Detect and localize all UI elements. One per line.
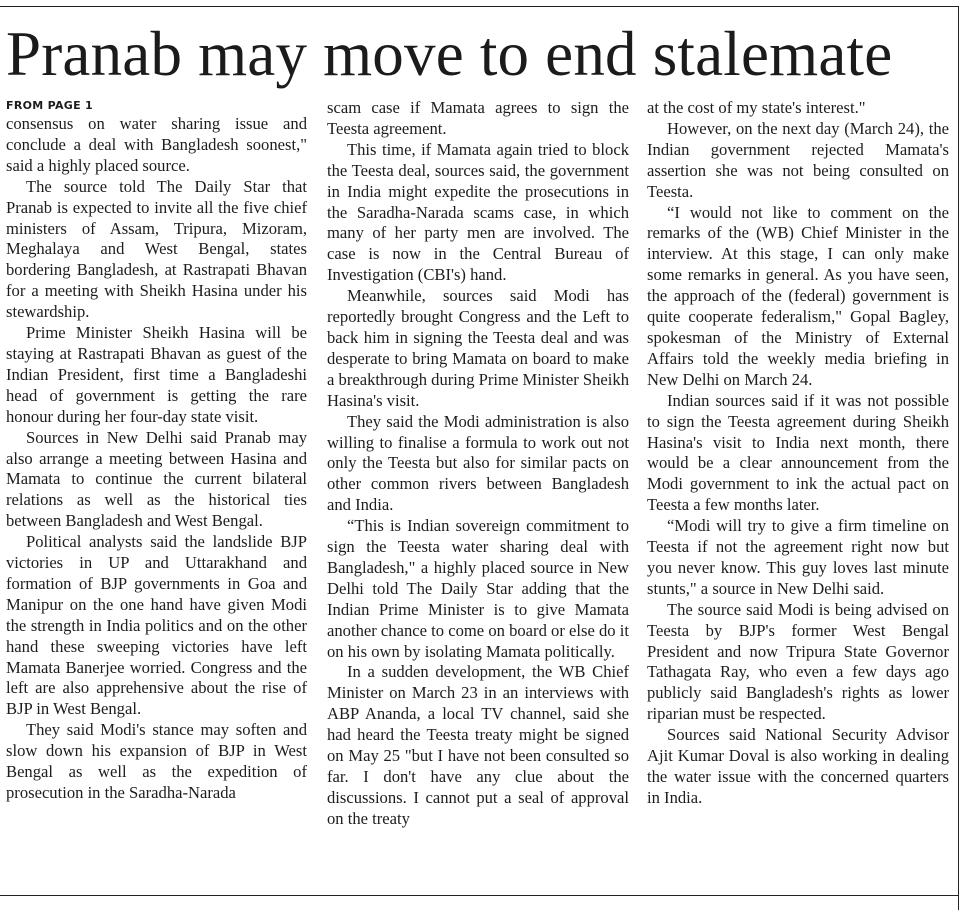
paragraph: Prime Minister Sheikh Hasina will be staying at Rastrapati Bhavan as guest of the Indian President, first time a Bangladeshi head of government is getting the rare honour during her four-day state visit. <box>6 323 307 426</box>
paragraph: “I would not like to comment on the remarks of the (WB) Chief Minister in the interview. At this stage, I can only make some remarks in general. As you have seen, the approach of the (federal) government is quite cooperate federalism," Gopal Bagley, spokesman of the Ministry of External Affairs told the weekly media briefing in New Delhi on March 24. <box>647 202 949 389</box>
paragraph: The source told The Daily Star that Pranab is expected to invite all the five chief ministers of Assam, Tripura, Mizoram, Meghalaya and West Bengal, states bordering Bangladesh, at Rastrapati Bhavan for a meeting with Sheikh Hasina under his stewardship. <box>6 176 307 322</box>
headline: Pranab may move to end stalemate <box>6 19 893 89</box>
paragraph: They said the Modi administration is also willing to finalise a formula to work out not only the Teesta but also for similar pacts on other common rivers between Bangladesh and India. <box>327 411 629 515</box>
paragraph: Political analysts said the landslide BJP victories in UP and Uttarakhand and formation of BJP governments in Goa and Manipur on the one hand have given Modi the strength in India politics and on the other hand these sweeping victories have left Mamata Banerjee worried. Congress and the left are also apprehensive about the rise of BJP in West Bengal. <box>6 532 307 719</box>
paragraph: In a sudden development, the WB Chief Minister on March 23 in an interviews with ABP Ananda, a local TV channel, said she had heard the Teesta treaty might be signed on May 25 "but I have not been consulted so far. I don't have any clue about the discussions. I cannot put a seal of approval on the treaty <box>327 662 629 828</box>
paragraph: “This is Indian sovereign commitment to sign the Teesta water sharing deal with Bangladesh," a highly placed source in New Delhi told The Daily Star adding that the Indian Prime Minister is to give Mamata another chance to come on board or else do it on his own by isolating Mamata politically. <box>327 516 629 661</box>
right-border-rule <box>958 6 959 910</box>
paragraph: Indian sources said if it was not possible to sign the Teesta agreement during Sheikh Hasina's visit to India next month, there would be a clear announcement from the Modi government to ink the actual pact on Teesta a few months later. <box>647 390 949 515</box>
paragraph: The source said Modi is being advised on Teesta by BJP's former West Bengal President and now Tripura State Governor Tathagata Ray, who even a few days ago publicly said Bangladesh's rights as lower riparian must be respected. <box>647 599 949 724</box>
paragraph: Sources in New Delhi said Pranab may also arrange a meeting between Hasina and Mamata to continue the current bilateral relations as well as the historical ties between Bangladesh and West Bengal. <box>6 427 307 531</box>
paragraph: Sources said National Security Advisor Ajit Kumar Doval is also working in dealing the water issue with the concerned quarters in India. <box>647 725 949 807</box>
paragraph: This time, if Mamata again tried to block the Teesta deal, sources said, the government in India might expedite the prosecutions in the Saradha-Narada scams case, in which many of her party men are involved. The case is now in the Central Bureau of Investigation (CBI's) hand. <box>327 139 629 285</box>
article-column-3 <box>647 98 949 809</box>
paragraph: “Modi will try to give a firm timeline on Teesta if not the agreement right now but you never know. This guy loves last minute stunts," a source in New Delhi said. <box>647 516 949 598</box>
article-column-2 <box>327 98 629 830</box>
paragraph: They said Modi's stance may soften and slow down his expansion of BJP in West Bengal as well as the expedition of prosecution in the Saradha-Narada <box>6 720 307 802</box>
top-border-rule <box>0 6 958 7</box>
bottom-border-rule <box>0 895 958 896</box>
paragraph: However, on the next day (March 24), the Indian government rejected Mamata's assertion she was not being consulted on Teesta. <box>647 118 949 201</box>
paragraph: scam case if Mamata agrees to sign the Teesta agreement. <box>327 98 629 138</box>
article-column-1 <box>6 98 307 804</box>
paragraph: consensus on water sharing issue and conclude a deal with Bangladesh soonest," said a highly placed source. <box>6 114 307 175</box>
continuation-kicker: FROM PAGE 1 <box>6 99 94 112</box>
paragraph: Meanwhile, sources said Modi has reportedly brought Congress and the Left to back him in signing the Teesta deal and was desperate to bring Mamata on board to make a breakthrough during Prime Minister Sheikh Hasina's visit. <box>327 286 629 410</box>
paragraph: at the cost of my state's interest." <box>647 98 866 117</box>
